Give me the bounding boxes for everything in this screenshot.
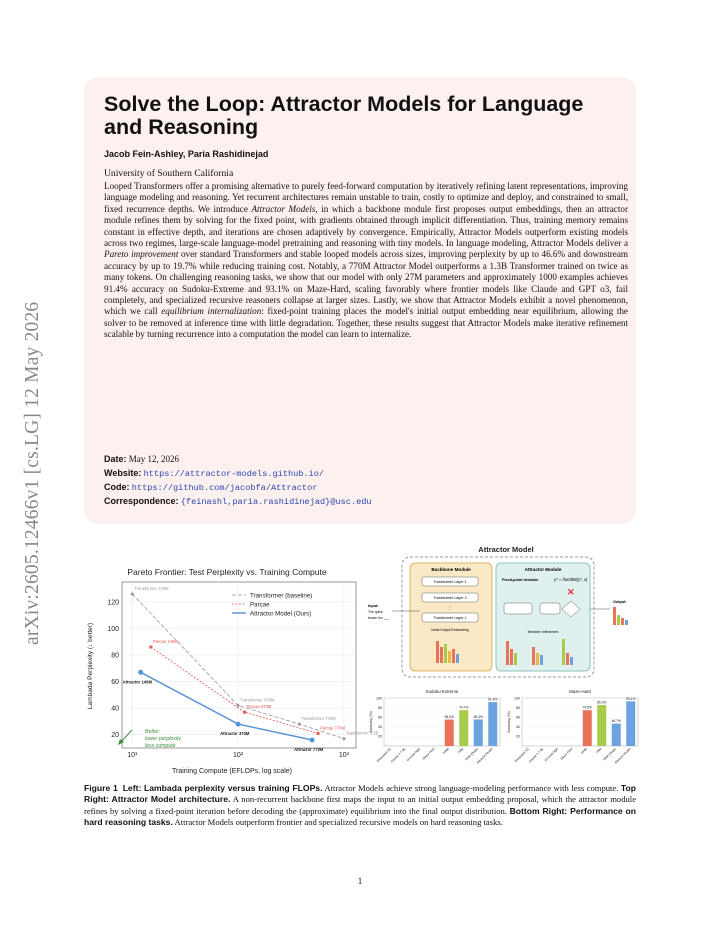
x-tick-label: 10² [233,752,244,759]
sudoku-chart [366,686,504,778]
bar [626,701,635,746]
series-line-1 [151,647,318,733]
category-label: Attractor Model [475,746,494,765]
bar-chart-title: Maze-Hard [569,689,591,694]
bar-value-label: 85.3% [597,700,607,705]
bar [474,719,483,746]
category-label: O3-mini-high [405,746,421,763]
category-label: TRM [594,746,603,755]
pareto-ylabel: Lambada Perplexity (↓ better) [87,622,94,710]
date-line: Date: May 12, 2026 [104,454,180,464]
point-label: Transformer 1.3B [345,730,379,736]
pareto-title: Pareto Frontier: Test Perplexity vs. Training Compute [127,567,327,577]
bar-value-label: 46.7% [611,719,621,724]
y-tick-label: 100 [107,625,119,633]
bar [583,710,592,746]
category-label: Deepseek R1 [375,746,392,763]
arch-backbone-label: Backbone Module [431,567,471,572]
arch-layer-l: Transformer Layer L [433,616,467,620]
svg-text:⋮: ⋮ [447,605,453,611]
arxiv-stamp: arXiv:2605.12466v1 [cs.LG] 12 May 2026 [22,301,43,645]
y-tick-label: 60 [111,679,119,687]
category-label: O3-mini-high [543,746,559,763]
category-label: Attractor Model [613,746,632,765]
data-point [317,732,320,735]
data-point [310,738,315,743]
y-tick-label: 60 [378,715,382,720]
data-point [149,646,152,649]
author-2: Paria Rashidinejad [187,149,269,159]
arch-input-label: Input: [368,604,379,608]
bar-chart-ylabel: Accuracy (%) [507,711,511,733]
arch-title: Attractor Model [478,545,534,554]
y-tick-label: 80 [378,705,382,710]
arch-layer-1: Transformer Layer 1 [433,580,467,584]
y-tick-label: 100 [514,696,520,701]
y-tick-label: 80 [516,705,520,710]
point-label: Transformer 370M [240,697,275,703]
data-point [243,711,246,714]
y-tick-label: 80 [111,652,119,660]
bar-value-label: 74.5% [582,705,592,710]
arch-output-label: Output: [613,600,627,604]
pareto-legend [232,593,312,618]
point-label: Transformer 770M [301,716,336,722]
better-annotation [118,729,181,749]
category-label: Claude 3.7 8K [527,746,545,764]
svg-text:lower perplexity: lower perplexity [145,736,182,742]
bar-value-label: 91.4% [488,697,498,702]
svg-text:Better:: Better: [145,729,161,735]
affiliation: University of Southern California [104,168,234,179]
category-label: TRM (Deep) [464,746,479,762]
svg-text:y* = f\u03b8(y*, x): y* = f\u03b8(y*, x) [554,577,588,582]
bar-value-label: 93.1% [626,696,636,701]
category-label: HRM [442,746,450,755]
svg-text:✕: ✕ [567,587,575,597]
point-label: Transformer 140M [134,585,169,591]
figure-caption: Figure 1 Left: Lambada perplexity versus training FLOPs. Attractor Models achieve strong language-modeling performance with less compute. Top Right: Attractor Model architecture. A non-recurrent backbone first maps the input to an initial output embedding proposal, which the attractor module refines by solving a fixed-point iteration before decoding the (approximate) equilibrium into the final output distribution. Bottom Right: Performance on hard reasoning tasks. Attractor Models outperform frontier and specialized recursive models on hard reasoning tasks. [84,783,637,827]
legend-label: Attractor Model (Ours) [250,610,312,618]
y-tick-label: 20 [111,732,119,740]
y-tick-label: 40 [111,705,119,713]
svg-text:brown fox ___: brown fox ___ [368,616,390,620]
bar [488,702,497,746]
category-label: Direct Pred [421,746,436,761]
svg-text:The quick: The quick [368,610,383,614]
output-bars [613,607,628,625]
category-label: HRM [580,746,588,755]
point-label: Parcae 140M [152,639,178,645]
bar [445,720,454,746]
abstract: Looped Transformers offer a promising alternative to purely feed-forward computation by iteratively refining latent representations, improving language modeling and reasoning. Yet recurrent architectures remain unstable to train, costly to optimize and deploy, and constrained to small, fixed recurrence depths. We introduce Attractor Models, in which a backbone module first proposes output embeddings, then an attractor module refines them by solving for the fixed point, with gradients obtained through implicit differentiation. Thus, training memory remains constant in effective depth, and iterations are chosen adaptively by convergence. Empirically, Attractor Models outperform existing models across two regimes, large-scale language-model pretraining and reasoning with tiny models. In language modeling, Attractor Models deliver a Pareto improvement over standard Transformers and stable looped models across sizes, improving perplexity by up to 46.6% and downstream accuracy by up to 19.7% while reducing training cost. Notably, a 770M Attractor Model outperforms a 1.3B Transformer trained on twice as many tokens. On challenging reasoning tasks, we show that our model with only 27M parameters and approximately 1000 examples achieves 91.4% accuracy on Sudoku-Extreme and 93.1% on Maze-Hard, scaling favorably where frontier models like Claude and GPT o3, fail completely, and specialized recursive reasoners collapse at larger sizes. Lastly, we show that Attractor Models exhibit a novel phenomenon, which we call equilibrium internalization: fixed-point training places the model's initial output embedding near equilibrium, allowing the solver to be removed at inference time with little degradation. Together, these results suggest that Attractor Models make iterative refinement scalable by turning recurrence into a computation the model can learn to internalize. [104,181,629,340]
category-label: Deepseek R1 [513,746,530,763]
data-point [342,737,346,741]
data-point [138,670,143,675]
arch-fixed-point: Fixed-point iteration [502,578,539,582]
x-tick-label: 10¹ [127,752,138,759]
data-point [297,722,301,726]
x-tick-label: 10³ [338,752,350,759]
arch-attractor-label: Attractor Module [524,567,562,572]
bar-chart-ylabel: Accuracy (%) [369,711,373,733]
point-label: Attractor 370M [220,731,250,737]
bar-value-label: 55.3% [473,714,483,719]
point-label: Parcae 370M [246,704,272,710]
y-tick-label: 20 [516,734,520,739]
data-point [236,722,241,727]
authors: Jacob Fein-Ashley, Paria Rashidinejad [104,149,269,159]
point-label: Attractor 770M [294,747,324,753]
y-tick-label: 40 [378,725,382,730]
legend-label: Transformer (baseline) [250,592,313,600]
point-label: Parcae 770M [320,725,346,731]
category-label: Claude 3.7 8K [389,746,407,764]
arch-initial-embedding: Initial Output Embedding [431,628,469,632]
paper-title: Solve the Loop: Attractor Models for Language and Reasoning [104,92,584,139]
bar [597,705,606,746]
pareto-xlabel: Training Compute (EFLOPs, log scale) [172,768,292,775]
y-tick-label: 20 [378,734,382,739]
arch-layer-2: Transformer Layer 2 [433,596,467,600]
svg-text:less compute: less compute [145,743,176,749]
bar [612,724,621,746]
bar-value-label: 74.7% [459,705,469,710]
maze-chart [504,686,642,778]
category-label: TRM [456,746,465,755]
bar-value-label: 55.0% [444,715,454,720]
series-line-2 [141,672,312,740]
code-line: Code: https://github.com/jacobfa/Attractor [104,482,318,493]
arch-iterative: Iterative refinement [527,630,559,634]
page-number: 1 [357,876,363,886]
category-label: TRM (Deep) [602,746,617,762]
y-tick-label: 60 [516,715,520,720]
y-tick-label: 120 [107,599,119,607]
y-tick-label: 100 [376,696,382,701]
bar-chart-title: Sudoku-Extreme [425,689,459,694]
legend-label: Parcae [250,601,270,609]
correspondence-line: Correspondence: {feinashl,paria.rashidinejad}@usc.edu [104,496,372,507]
website-line: Website: https://attractor-models.github.io/ [104,468,325,479]
website-link[interactable]: https://attractor-models.github.io/ [143,469,325,479]
category-label: Direct Pred [559,746,574,761]
bar [459,710,468,746]
author-1: Jacob Fein-Ashley [104,149,183,159]
point-label: Attractor 140M [122,679,152,685]
code-link[interactable]: https://github.com/jacobfa/Attractor [131,483,318,493]
y-tick-label: 40 [516,725,520,730]
architecture-diagram [366,543,640,683]
email-link[interactable]: {feinashl,paria.rashidinejad}@usc.edu [180,497,372,507]
